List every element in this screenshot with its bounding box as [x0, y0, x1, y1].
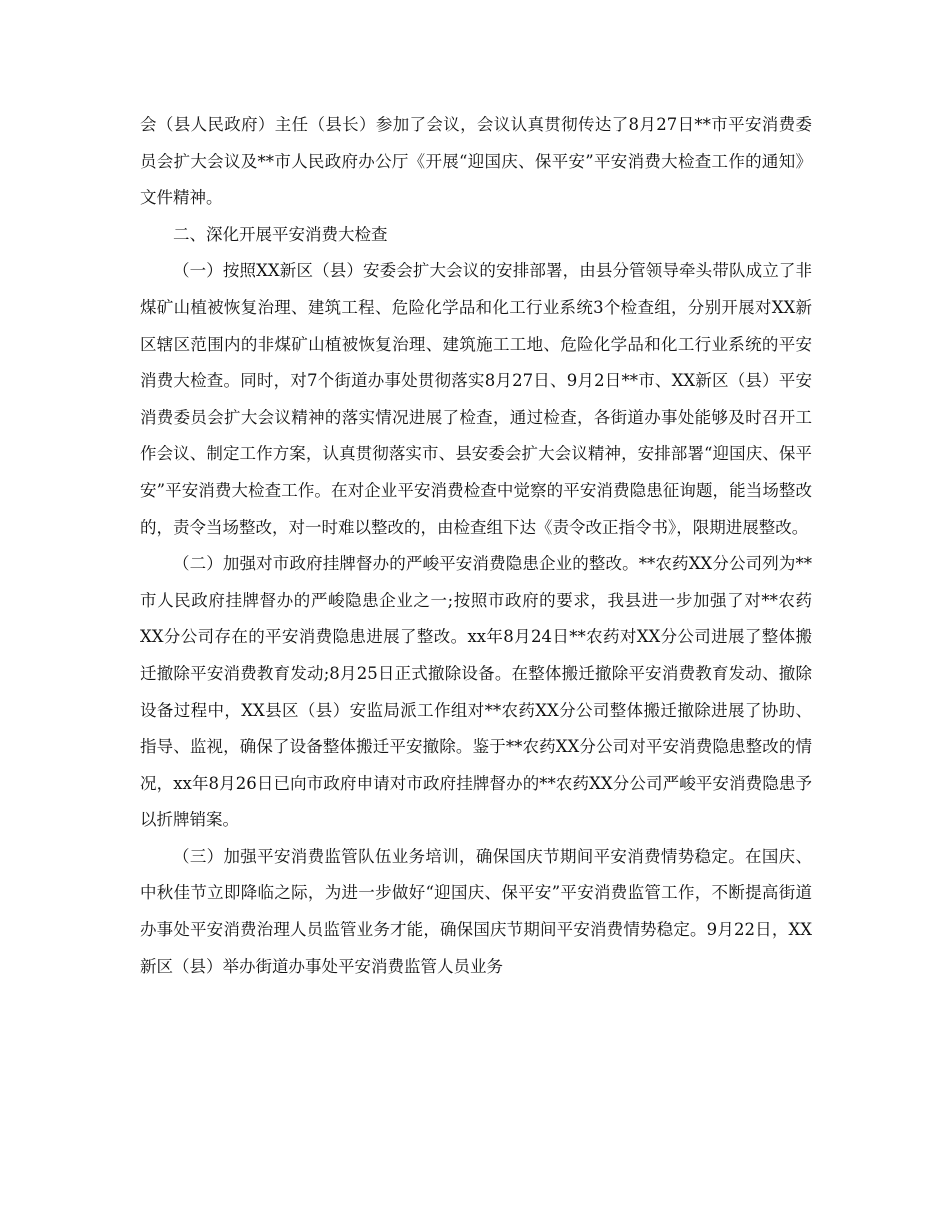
paragraph-item-3: （三）加强平安消费监管队伍业务培训，确保国庆节期间平安消费情势稳定。在国庆、中秋佳节立即降临之际，为进一步做好“迎国庆、保平安”平安消费监管工作，不断提高街道办事处平安消费治理人员监管业务才能，确保国庆节期间平安消费情势稳定。9月22日，XX新区（县）举办街道办事处平安消费监管人员业务	[140, 846, 812, 976]
paragraph-continuation: 会（县人民政府）主任（县长）参加了会议，会议认真贯彻传达了8月27日**市平安消费委员会扩大会议及**市人民政府办公厅《开展“迎国庆、保平安”平安消费大检查工作的通知》文件精神。	[140, 115, 812, 208]
section-heading: 二、深化开展平安消费大检查	[173, 224, 388, 244]
document-page	[140, 107, 812, 985]
paragraph-item-2: （二）加强对市政府挂牌督办的严峻平安消费隐患企业的整改。**农药XX分公司列为**市人民政府挂牌督办的严峻隐患企业之一;按照市政府的要求，我县进一步加强了对**农药XX分公司存在的平安消费隐患进展了整改。xx年8月24日**农药对XX分公司进展了整体搬迁撤除平安消费教育发动;8月25日正式撤除设备。在整体搬迁撤除平安消费教育发动、撤除设备过程中，XX县区（县）安监局派工作组对**农药XX分公司整体搬迁撤除进展了协助、指导、监视，确保了设备整体搬迁平安撤除。鉴于**农药XX分公司对平安消费隐患整改的情况，xx年8月26日已向市政府申请对市政府挂牌督办的**农药XX分公司严峻平安消费隐患予以折牌销案。	[140, 554, 812, 830]
paragraph-item-1: （一）按照XX新区（县）安委会扩大会议的安排部署，由县分管领导牵头带队成立了非煤矿山植被恢复治理、建筑工程、危险化学品和化工行业系统3个检查组，分别开展对XX新区辖区范围内的非煤矿山植被恢复治理、建筑施工工地、危险化学品和化工行业系统的平安消费大检查。同时，对7个街道办事处贯彻落实8月27日、9月2日**市、XX新区（县）平安消费委员会扩大会议精神的落实情况进展了检查，通过检查，各街道办事处能够及时召开工作会议、制定工作方案，认真贯彻落实市、县安委会扩大会议精神，安排部署“迎国庆、保平安”平安消费大检查工作。在对企业平安消费检查中觉察的平安消费隐患征询题，能当场整改的，责令当场整改，对一时难以整改的，由检查组下达《责令改正指令书》，限期进展整改。	[140, 261, 812, 537]
